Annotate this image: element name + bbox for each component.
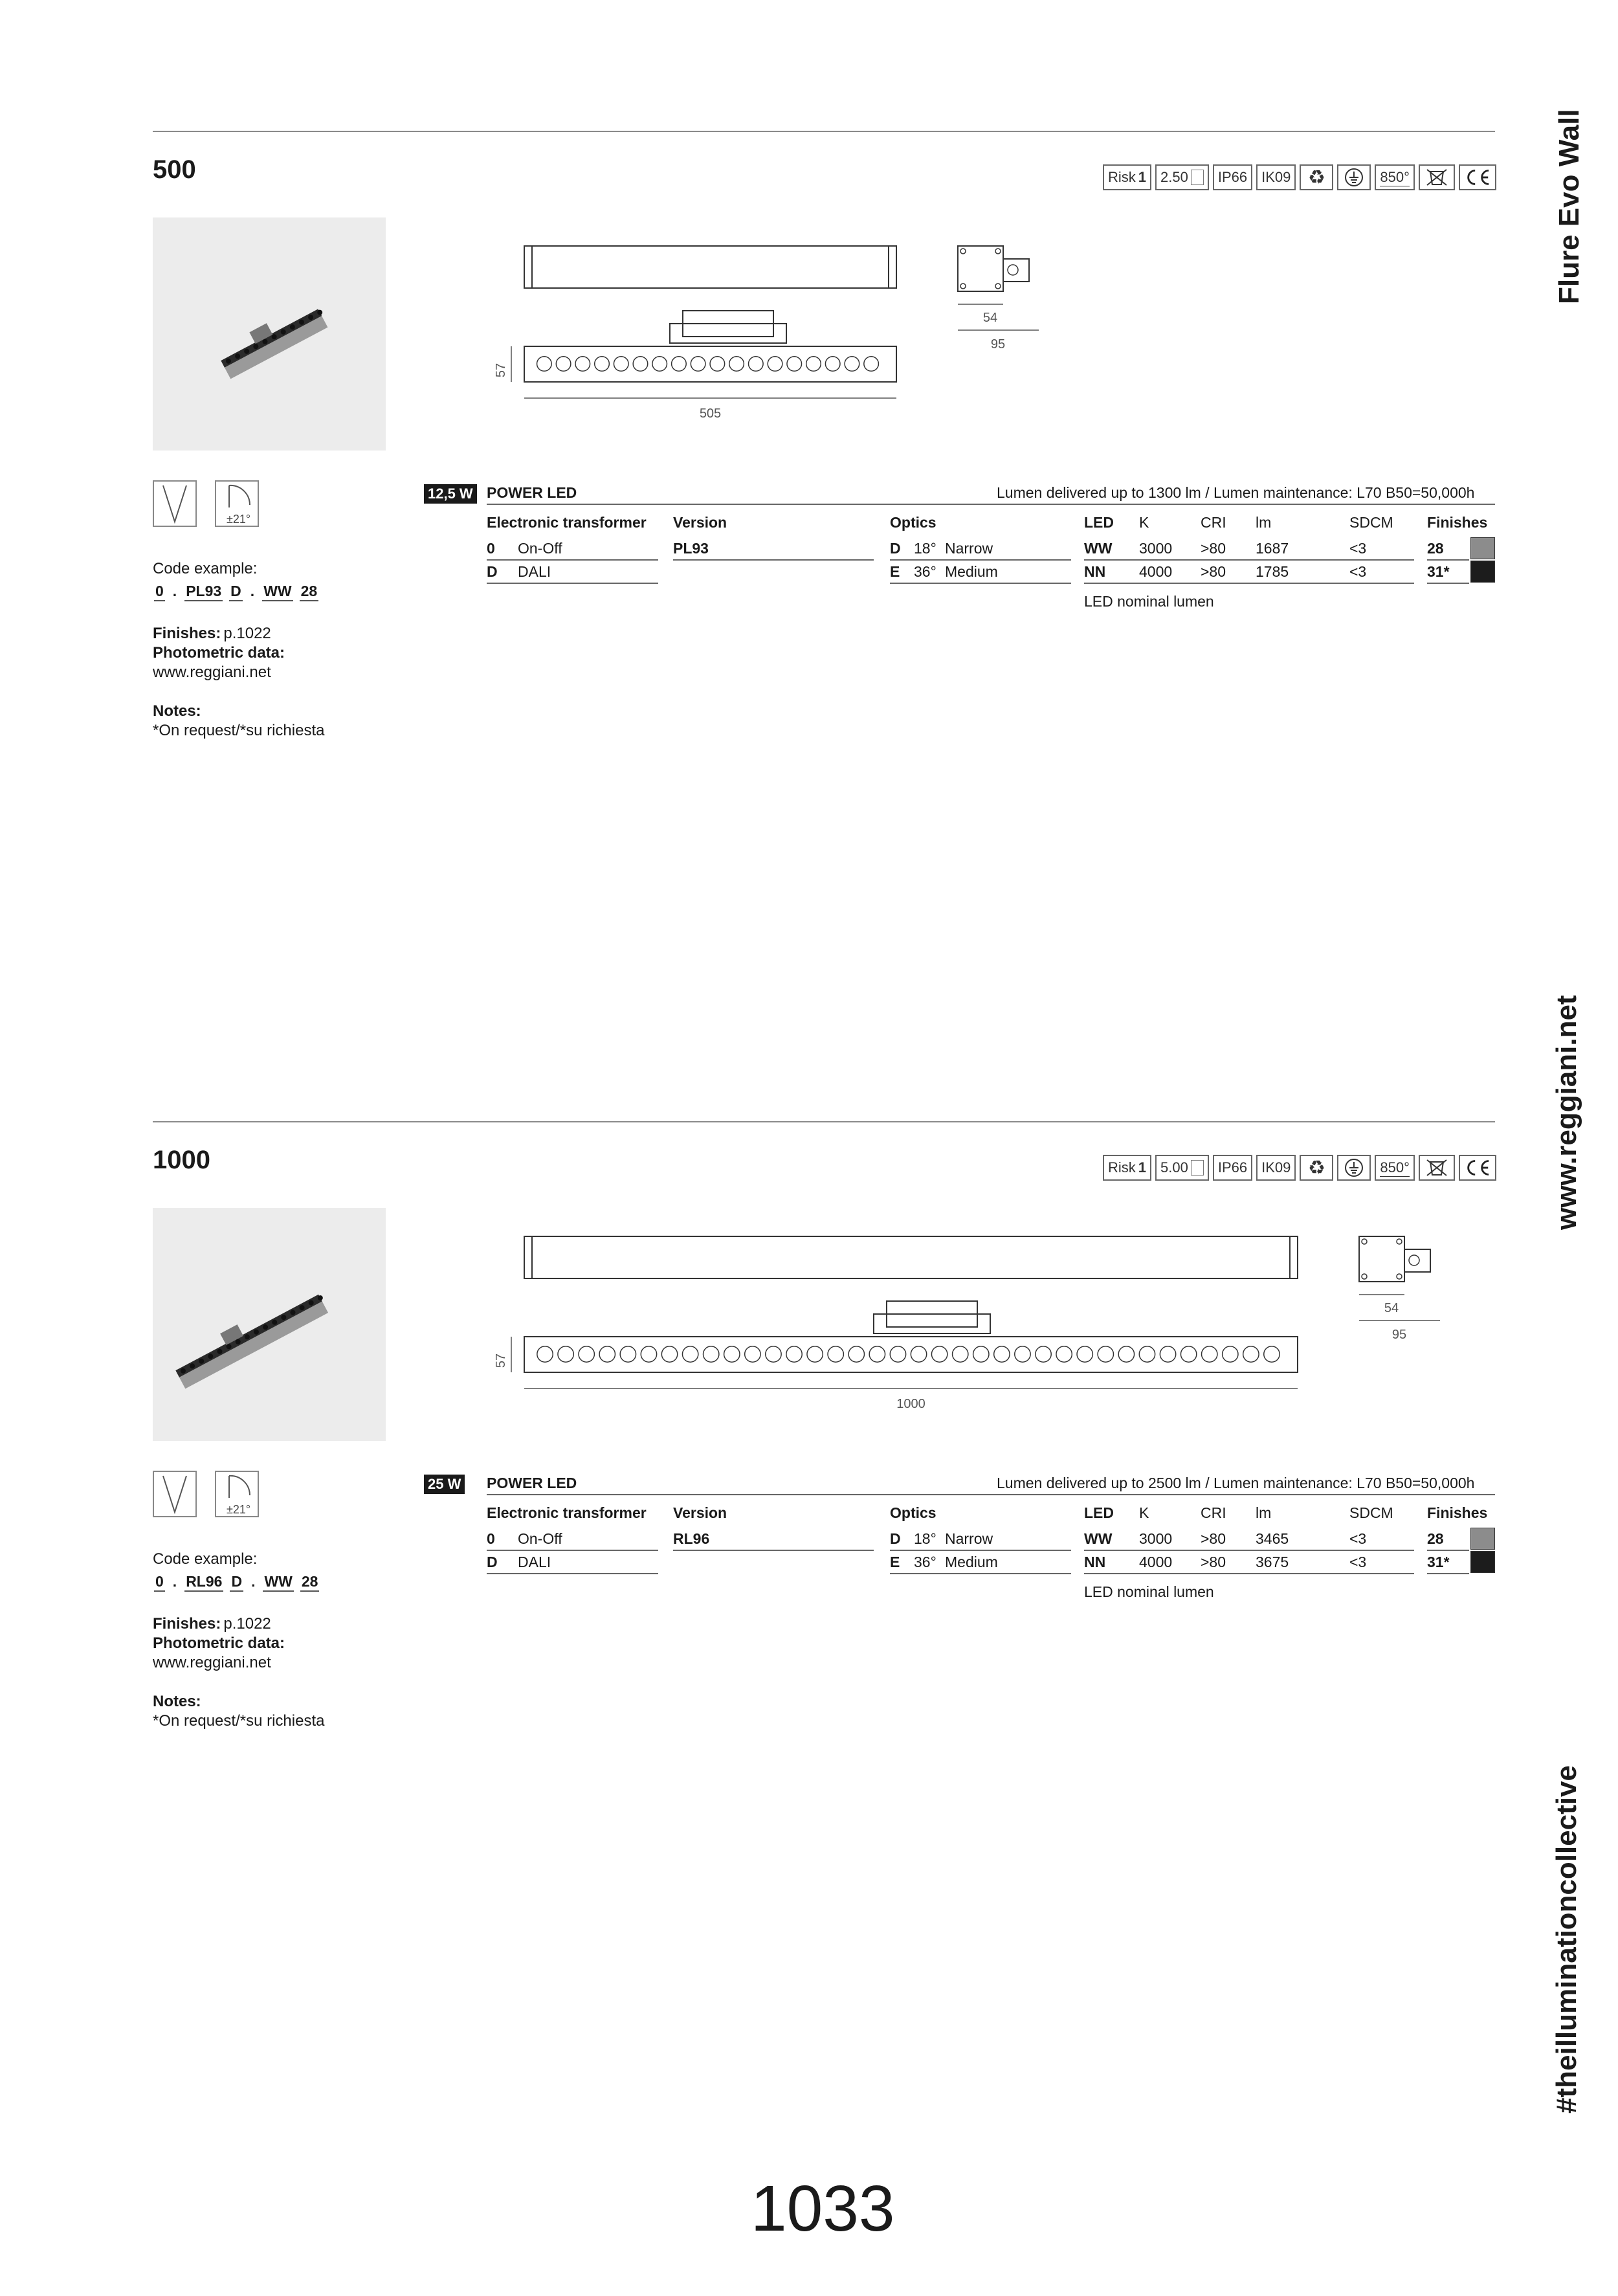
- code-segment: WW: [263, 1573, 293, 1592]
- led-code: WW: [1084, 540, 1113, 557]
- led-sdcm: <3: [1349, 540, 1367, 557]
- risk-value: 1: [1138, 169, 1147, 185]
- col-header-optics: Optics: [890, 1504, 936, 1521]
- code-segment: WW: [262, 583, 293, 601]
- led-k: 3000: [1139, 1530, 1173, 1547]
- transformer-name: On-Off: [518, 1530, 562, 1547]
- notes-text: *On request/*su richiesta: [153, 1712, 325, 1730]
- dim-bracket-depth: 95: [990, 337, 1006, 351]
- col-header-finishes: Finishes: [1427, 1504, 1488, 1521]
- photometric-label: Photometric data:: [153, 644, 285, 662]
- product-photo: [153, 1208, 386, 1441]
- code-example: [154, 1573, 319, 1592]
- finish-code: 31*: [1427, 1554, 1450, 1570]
- led-k: 4000: [1139, 563, 1173, 580]
- led-lm: 1785: [1256, 563, 1289, 580]
- led-lm: 3465: [1256, 1530, 1289, 1547]
- finish-code: 28: [1427, 540, 1444, 557]
- row-rule: [487, 559, 658, 561]
- version-code: RL96: [673, 1530, 710, 1547]
- col-header-sdcm: SDCM: [1349, 1504, 1393, 1521]
- row-rule: [487, 1550, 658, 1551]
- led-sdcm: <3: [1349, 1530, 1367, 1547]
- beam-angle-value: ±21°: [227, 513, 251, 526]
- optic-code: D: [890, 1530, 901, 1547]
- transformer-name: DALI: [518, 563, 551, 580]
- weight-badge: [1155, 164, 1209, 190]
- code-example-label: Code example:: [153, 560, 258, 577]
- led-k: 4000: [1139, 1554, 1173, 1570]
- version-code: PL93: [673, 540, 709, 557]
- col-header-version: Version: [673, 514, 727, 531]
- row-rule: [487, 583, 658, 584]
- transformer-code: D: [487, 1554, 498, 1570]
- col-header-led: LED: [1084, 1504, 1114, 1521]
- ce-mark-icon: [1459, 1155, 1496, 1181]
- beam-shape-icon: [153, 480, 197, 527]
- finish-code: 31*: [1427, 563, 1450, 580]
- led-type: POWER LED: [487, 484, 577, 501]
- code-segment: .: [172, 583, 177, 599]
- ik-badge: IK09: [1256, 164, 1296, 190]
- code-segment: 28: [300, 1573, 320, 1592]
- led-code: NN: [1084, 1554, 1106, 1570]
- col-header-cri: CRI: [1201, 514, 1226, 531]
- col-header-lm: lm: [1256, 1504, 1272, 1521]
- code-segment: 28: [300, 583, 319, 601]
- glow-wire-value: 850°: [1380, 1159, 1410, 1176]
- led-footnote: LED nominal lumen: [1084, 1583, 1214, 1600]
- risk-label: Risk: [1108, 1159, 1136, 1176]
- col-header-transformer: Electronic transformer: [487, 514, 647, 531]
- section-divider: [153, 131, 1495, 132]
- finishes-ref: [153, 1614, 271, 1634]
- weight-icon: [1191, 170, 1204, 185]
- optic-code: E: [890, 1554, 900, 1570]
- side-hashtag: #theilluminationcollective: [1551, 1765, 1582, 2113]
- no-bin-icon: [1419, 164, 1455, 190]
- row-rule: [890, 583, 1071, 584]
- certification-badges: [1103, 1155, 1496, 1181]
- recycle-icon: ♻: [1300, 1155, 1333, 1181]
- finishes-ref-label: Finishes:: [153, 1615, 221, 1633]
- optic-name: Medium: [945, 563, 998, 580]
- code-segment: .: [172, 1573, 177, 1590]
- optic-name: Narrow: [945, 540, 993, 557]
- weight-icon: [1191, 1160, 1204, 1176]
- weight-value: 5.00: [1160, 1159, 1188, 1176]
- glow-wire-badge: [1375, 164, 1415, 190]
- code-example-label: Code example:: [153, 1550, 258, 1568]
- class-ground-icon: [1337, 1155, 1371, 1181]
- photometric-label: Photometric data:: [153, 1634, 285, 1652]
- col-header-lm: lm: [1256, 514, 1272, 531]
- led-code: NN: [1084, 563, 1106, 580]
- technical-drawing: [479, 1223, 1514, 1431]
- dim-length: 1000: [896, 1397, 925, 1411]
- beam-shape-icon: [153, 1471, 197, 1517]
- col-header-led: LED: [1084, 514, 1114, 531]
- power-rating: 25 W: [424, 1475, 465, 1494]
- code-example: [154, 583, 318, 601]
- side-website: www.reggiani.net: [1551, 995, 1582, 1230]
- product-photo: [153, 217, 386, 451]
- col-header-version: Version: [673, 1504, 727, 1521]
- risk-value: 1: [1138, 1159, 1147, 1176]
- ik-badge: IK09: [1256, 1155, 1296, 1181]
- optic-code: E: [890, 563, 900, 580]
- notes-text: *On request/*su richiesta: [153, 722, 325, 739]
- spec-rule: [487, 504, 1495, 505]
- dim-height: 57: [494, 362, 508, 378]
- ce-mark-icon: [1459, 164, 1496, 190]
- led-k: 3000: [1139, 540, 1173, 557]
- led-cri: >80: [1201, 1554, 1226, 1570]
- code-segment: .: [251, 1573, 256, 1590]
- section-divider: [153, 1121, 1495, 1122]
- risk-label: Risk: [1108, 169, 1136, 185]
- optic-angle: 18°: [914, 1530, 936, 1547]
- row-rule: [673, 1550, 874, 1551]
- led-cri: >80: [1201, 540, 1226, 557]
- col-header-optics: Optics: [890, 514, 936, 531]
- transformer-code: 0: [487, 540, 495, 557]
- row-rule: [1427, 583, 1469, 584]
- row-rule: [890, 559, 1071, 561]
- glow-wire-badge: [1375, 1155, 1415, 1181]
- spec-rule: [487, 1494, 1495, 1495]
- beam-angle-value: ±21°: [227, 1503, 251, 1516]
- row-rule: [673, 559, 874, 561]
- section-title: 1000: [153, 1146, 210, 1174]
- code-segment: PL93: [184, 583, 223, 601]
- col-header-cri: CRI: [1201, 1504, 1226, 1521]
- col-header-sdcm: SDCM: [1349, 514, 1393, 531]
- row-rule: [1084, 583, 1414, 584]
- row-rule: [890, 1550, 1071, 1551]
- transformer-name: On-Off: [518, 540, 562, 557]
- row-rule: [890, 1573, 1071, 1574]
- row-rule: [1427, 1550, 1469, 1551]
- optic-name: Medium: [945, 1554, 998, 1570]
- code-segment: 0: [154, 1573, 165, 1592]
- notes-label: Notes:: [153, 1693, 201, 1710]
- certification-badges: [1103, 164, 1496, 190]
- led-lm: 3675: [1256, 1554, 1289, 1570]
- notes-label: Notes:: [153, 702, 201, 720]
- led-lm: 1687: [1256, 540, 1289, 557]
- finishes-ref: [153, 624, 271, 643]
- row-rule: [487, 1573, 658, 1574]
- col-header-transformer: Electronic transformer: [487, 1504, 647, 1521]
- led-sdcm: <3: [1349, 563, 1367, 580]
- finish-code: 28: [1427, 1530, 1444, 1547]
- dim-bracket-depth: 95: [1391, 1328, 1407, 1342]
- class-ground-icon: [1337, 164, 1371, 190]
- section-title: 500: [153, 155, 196, 184]
- product-section-1000: [0, 990, 1553, 1961]
- dim-bracket-width: 54: [1384, 1301, 1399, 1315]
- no-bin-icon: [1419, 1155, 1455, 1181]
- weight-badge: [1155, 1155, 1209, 1181]
- ip-badge: IP66: [1213, 1155, 1252, 1181]
- recycle-icon: ♻: [1300, 164, 1333, 190]
- page-number: 1033: [751, 2172, 895, 2245]
- finish-swatch: [1470, 1551, 1495, 1573]
- finishes-ref-label: Finishes:: [153, 625, 221, 642]
- transformer-code: 0: [487, 1530, 495, 1547]
- code-segment: D: [230, 1573, 243, 1592]
- code-segment: D: [229, 583, 243, 601]
- transformer-code: D: [487, 563, 498, 580]
- transformer-name: DALI: [518, 1554, 551, 1570]
- col-header-finishes: Finishes: [1427, 514, 1488, 531]
- ip-badge: IP66: [1213, 164, 1252, 190]
- code-segment: .: [250, 583, 255, 599]
- weight-value: 2.50: [1160, 169, 1188, 185]
- led-sdcm: <3: [1349, 1554, 1367, 1570]
- optic-angle: 36°: [914, 1554, 936, 1570]
- glow-wire-value: 850°: [1380, 168, 1410, 185]
- led-code: WW: [1084, 1530, 1113, 1547]
- photometric-url[interactable]: www.reggiani.net: [153, 1654, 271, 1671]
- led-cri: >80: [1201, 1530, 1226, 1547]
- risk-badge: [1103, 1155, 1151, 1181]
- dim-bracket-width: 54: [982, 311, 998, 325]
- product-section-500: [0, 0, 1553, 971]
- led-footnote: LED nominal lumen: [1084, 593, 1214, 610]
- technical-drawing: [479, 233, 1100, 440]
- optic-angle: 36°: [914, 563, 936, 580]
- led-type: POWER LED: [487, 1475, 577, 1491]
- side-product-name: Flure Evo Wall: [1553, 109, 1585, 304]
- photometric-url[interactable]: www.reggiani.net: [153, 663, 271, 681]
- row-rule: [1427, 1573, 1469, 1574]
- optic-angle: 18°: [914, 540, 936, 557]
- power-rating: 12,5 W: [424, 484, 477, 504]
- finish-swatch: [1470, 561, 1495, 583]
- optic-name: Narrow: [945, 1530, 993, 1547]
- optic-code: D: [890, 540, 901, 557]
- led-cri: >80: [1201, 563, 1226, 580]
- risk-badge: [1103, 164, 1151, 190]
- dim-length: 505: [699, 407, 722, 421]
- row-rule: [1427, 559, 1469, 561]
- row-rule: [1084, 1550, 1414, 1551]
- row-rule: [1084, 559, 1414, 561]
- finishes-ref-page: p.1022: [223, 625, 271, 642]
- finish-swatch: [1470, 537, 1495, 559]
- lumen-note: Lumen delivered up to 2500 lm / Lumen maintenance: L70 B50=50,000h: [997, 1475, 1475, 1491]
- lumen-note: Lumen delivered up to 1300 lm / Lumen maintenance: L70 B50=50,000h: [997, 484, 1475, 501]
- row-rule: [1084, 1573, 1414, 1574]
- col-header-k: K: [1139, 1504, 1149, 1521]
- code-segment: RL96: [184, 1573, 223, 1592]
- finishes-ref-page: p.1022: [223, 1615, 271, 1633]
- col-header-k: K: [1139, 514, 1149, 531]
- finish-swatch: [1470, 1528, 1495, 1550]
- code-segment: 0: [154, 583, 165, 601]
- dim-height: 57: [494, 1353, 508, 1368]
